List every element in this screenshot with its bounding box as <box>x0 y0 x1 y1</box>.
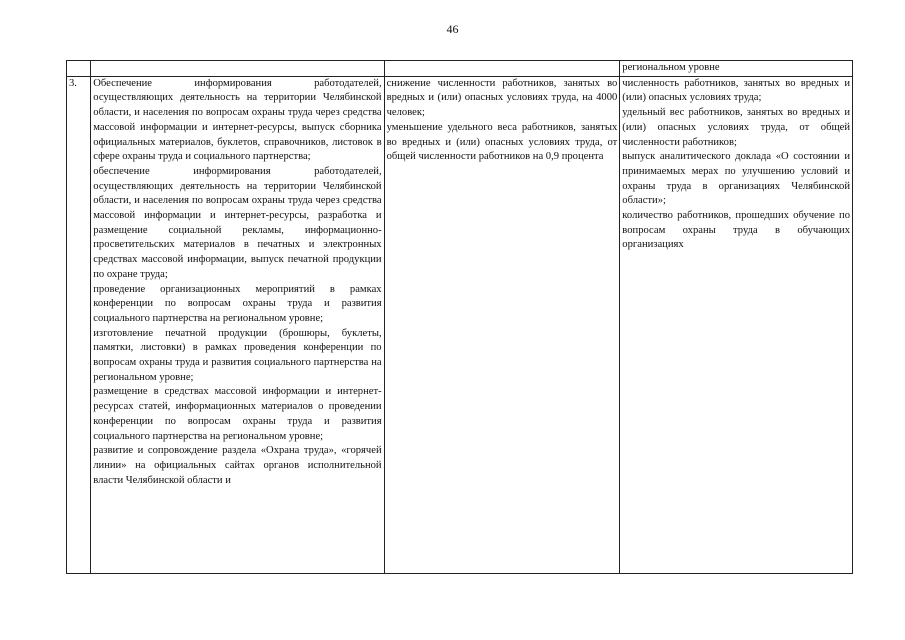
activity-item: размещение в средствах массовой информации и интернет-ресурсах статей, информационных материалов о проведении конференции по вопросам охраны труда и развития социального партнерства на региональном уровне; <box>93 386 382 442</box>
continuation-cell-number <box>67 61 91 77</box>
activity-item: изготовление печатной продукции (брошюры, буклеты, памятки, листовки) в рамках проведения конференции по вопросам охраны труда и развития социального партнерства на региональном уровне; <box>93 327 382 383</box>
program-table <box>66 60 853 574</box>
continuation-cell-activity <box>91 61 384 77</box>
results-cell <box>384 76 620 573</box>
table-continuation-row <box>67 61 853 77</box>
activity-item: Обеспечение информирования работодателей, осуществляющих деятельность на территории Челябинской области, и населения по вопросам охраны труда через средства массовой информации и интернет-ресурсы, выпуск сборника официальных материалов, буклетов, справочников, листовок в сфере охраны труда и социального партнерства; <box>93 77 382 163</box>
indicator-item: количество работников, прошедших обучение по вопросам охраны труда в обучающих организациях <box>622 210 850 251</box>
indicators-cell <box>620 76 853 573</box>
indicator-item: удельный вес работников, занятых во вредных и (или) опасных условиях труда, от общей численности работников; <box>622 107 850 148</box>
continuation-cell-result <box>384 61 620 77</box>
result-item: уменьшение удельного веса работников, занятых во вредных и (или) опасных условиях труда, от общей численности работников на 0,9 процента <box>386 121 618 163</box>
continuation-cell-indicator: региональном уровне <box>620 61 853 77</box>
row-number-cell: 3. <box>67 76 91 573</box>
activity-item: развитие и сопровождение раздела «Охрана труда», «горячей линии» на официальных сайтах органов исполнительной власти Челябинской области и <box>93 445 382 486</box>
indicator-item: численность работников, занятых во вредных и (или) опасных условиях труда; <box>622 77 850 104</box>
activities-cell <box>91 76 384 573</box>
activity-item: обеспечение информирования работодателей, осуществляющих деятельность на территории Челябинской области, и населения по вопросам охраны труда через средства массовой информации и интернет-ресурсы, разработка и размещение социальной рекламы, информационно-просветительских материалов в печатных и электронных средствах массовой информации, выпуск печатной продукции по охране труда; <box>93 165 382 280</box>
result-item: снижение численности работников, занятых во вредных и (или) опасных условиях труда, на 4000 человек; <box>386 77 618 119</box>
activity-item: проведение организационных мероприятий в рамках конференции по вопросам охраны труда и развития социального партнерства на региональном уровне; <box>93 283 382 324</box>
page-number: 46 <box>446 22 459 36</box>
indicator-item: выпуск аналитического доклада «О состоянии и принимаемых мерах по улучшению условий и охраны труда в организациях Челябинской области»; <box>622 151 850 207</box>
table-row <box>67 76 853 573</box>
